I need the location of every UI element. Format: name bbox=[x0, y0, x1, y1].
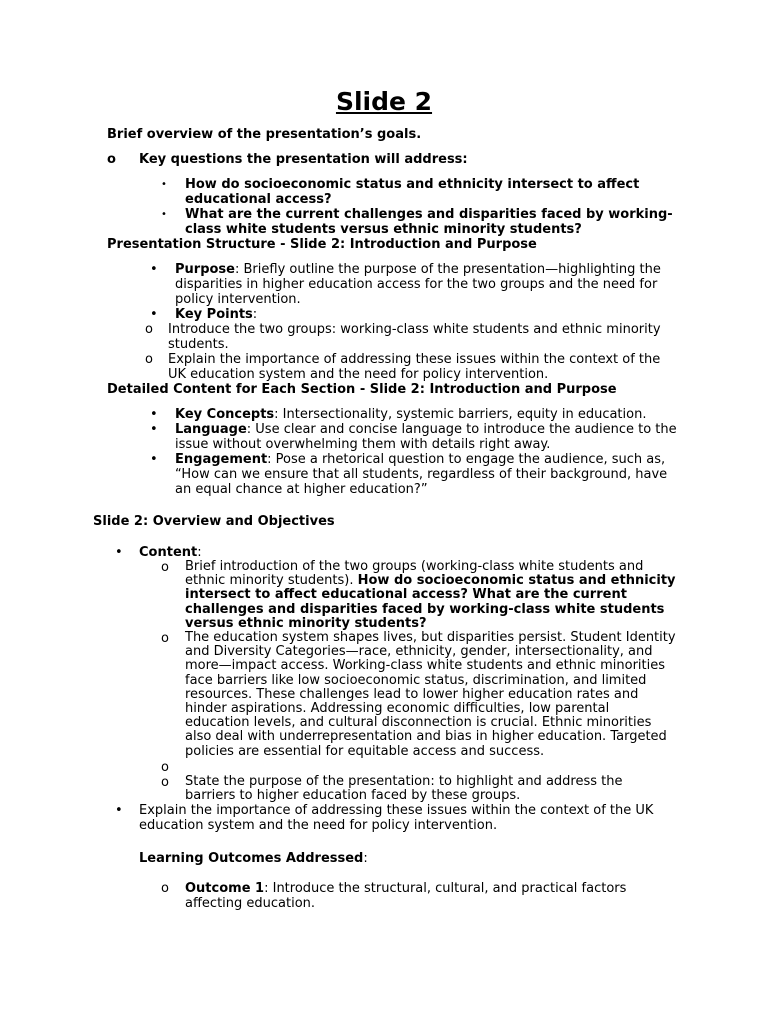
page-title: Slide 2 bbox=[335, 87, 433, 116]
purpose-label: Purpose bbox=[175, 262, 235, 277]
content-item bbox=[139, 545, 202, 560]
learning-outcomes-colon: : bbox=[363, 851, 368, 866]
detailed-item bbox=[175, 452, 673, 497]
outcome-item bbox=[185, 881, 655, 911]
overview-line: Brief overview of the presentation’s goals. bbox=[107, 127, 422, 142]
o-bullet-marker: o bbox=[145, 322, 153, 337]
detailed-item-label: Engagement bbox=[175, 452, 268, 467]
detailed-item-label: Language bbox=[175, 422, 247, 437]
purpose-item bbox=[175, 262, 665, 307]
outcome-text: : Introduce the structural, cultural, and practical factors affecting education. bbox=[185, 881, 627, 911]
content-sub-item: The education system shapes lives, but disparities persist. Student Identity and Diversity Categories—race, ethnicity, gender, intersectionality, and more—impact access. Working-class white students and ethnic minorities face barriers like low socioeconomic status, discrimination, and limited resources. These challenges lead to lower higher education rates and hinder aspirations. Addressing economic difficulties, low parental education levels, and cultural disconnection is crucial. Ethnic minorities also deal with underrepresentation and bias in higher education. Targeted policies are essential for equitable access and success. bbox=[185, 630, 676, 759]
purpose-text: : Briefly outline the purpose of the presentation—highlighting the disparities in higher education access for the two groups and the need for policy intervention. bbox=[175, 262, 661, 307]
bullet-icon: • bbox=[150, 422, 158, 437]
question-item: How do socioeconomic status and ethnicity intersect to affect educational access? bbox=[185, 177, 640, 207]
key-points-colon: : bbox=[252, 307, 258, 322]
detailed-item-text: : Use clear and concise language to introduce the audience to the issue without overwhelming them with details right away. bbox=[175, 422, 677, 452]
structure-sub-item: Introduce the two groups: working-class white students and ethnic minority students. bbox=[168, 322, 661, 352]
key-points-label: Key Points bbox=[175, 307, 253, 322]
o-bullet-marker: o bbox=[107, 152, 116, 167]
bullet-icon: • bbox=[150, 262, 158, 277]
content-sub-item bbox=[185, 560, 677, 631]
detailed-heading: Detailed Content for Each Section - Slide 2: Introduction and Purpose bbox=[107, 382, 617, 397]
o-bullet-marker: o bbox=[161, 881, 169, 896]
learning-outcomes-label: Learning Outcomes Addressed bbox=[139, 851, 364, 866]
bullet-icon: • bbox=[150, 407, 158, 422]
bullet-icon: • bbox=[150, 307, 158, 322]
structure-sub-item: Explain the importance of addressing these issues within the context of the UK education system and the need for policy intervention. bbox=[168, 352, 661, 382]
learning-outcomes-line bbox=[139, 851, 368, 866]
content-colon: : bbox=[197, 545, 202, 560]
explain-item: Explain the importance of addressing these issues within the context of the UK education system and the need for policy intervention. bbox=[139, 803, 654, 833]
detailed-item bbox=[175, 422, 680, 452]
bullet-icon: • bbox=[115, 803, 123, 818]
detailed-item-label: Key Concepts bbox=[175, 407, 275, 422]
detailed-item-text: : Pose a rhetorical question to engage the audience, such as, “How can we ensure that all students, regardless of their background, have an equal chance at higher education?” bbox=[175, 452, 668, 497]
content-sub-item: State the purpose of the presentation: to highlight and address the barriers to higher education faced by these groups. bbox=[185, 774, 623, 804]
o-bullet-marker: o bbox=[161, 760, 169, 775]
question-item: What are the current challenges and disparities faced by working-class white students versus ethnic minority students? bbox=[185, 207, 673, 237]
o-bullet-marker: o bbox=[161, 631, 169, 646]
bullet-icon: • bbox=[161, 179, 167, 190]
detailed-item bbox=[175, 407, 680, 422]
content-label: Content bbox=[139, 545, 198, 560]
content-sub-bold: How do socioeconomic status and ethnicity intersect to affect educational access? What are the current challenges and disparities faced by working-class white students versus ethnic minority students? bbox=[185, 573, 676, 631]
key-points-item bbox=[175, 307, 257, 322]
content-sub-plain: Brief introduction of the two groups (working-class white students and ethnic minority students). bbox=[185, 559, 644, 589]
structure-heading: Presentation Structure - Slide 2: Introduction and Purpose bbox=[107, 237, 537, 252]
o-bullet-marker: o bbox=[161, 560, 169, 575]
key-questions-label: Key questions the presentation will address: bbox=[139, 152, 468, 167]
overview-heading: Slide 2: Overview and Objectives bbox=[93, 514, 335, 529]
bullet-icon: • bbox=[161, 209, 167, 220]
bullet-icon: • bbox=[150, 452, 158, 467]
detailed-item-text: : Intersectionality, systemic barriers, equity in education. bbox=[274, 407, 647, 422]
bullet-icon: • bbox=[115, 545, 123, 560]
o-bullet-marker: o bbox=[145, 352, 153, 367]
outcome-label: Outcome 1 bbox=[185, 881, 265, 896]
o-bullet-marker: o bbox=[161, 775, 169, 790]
